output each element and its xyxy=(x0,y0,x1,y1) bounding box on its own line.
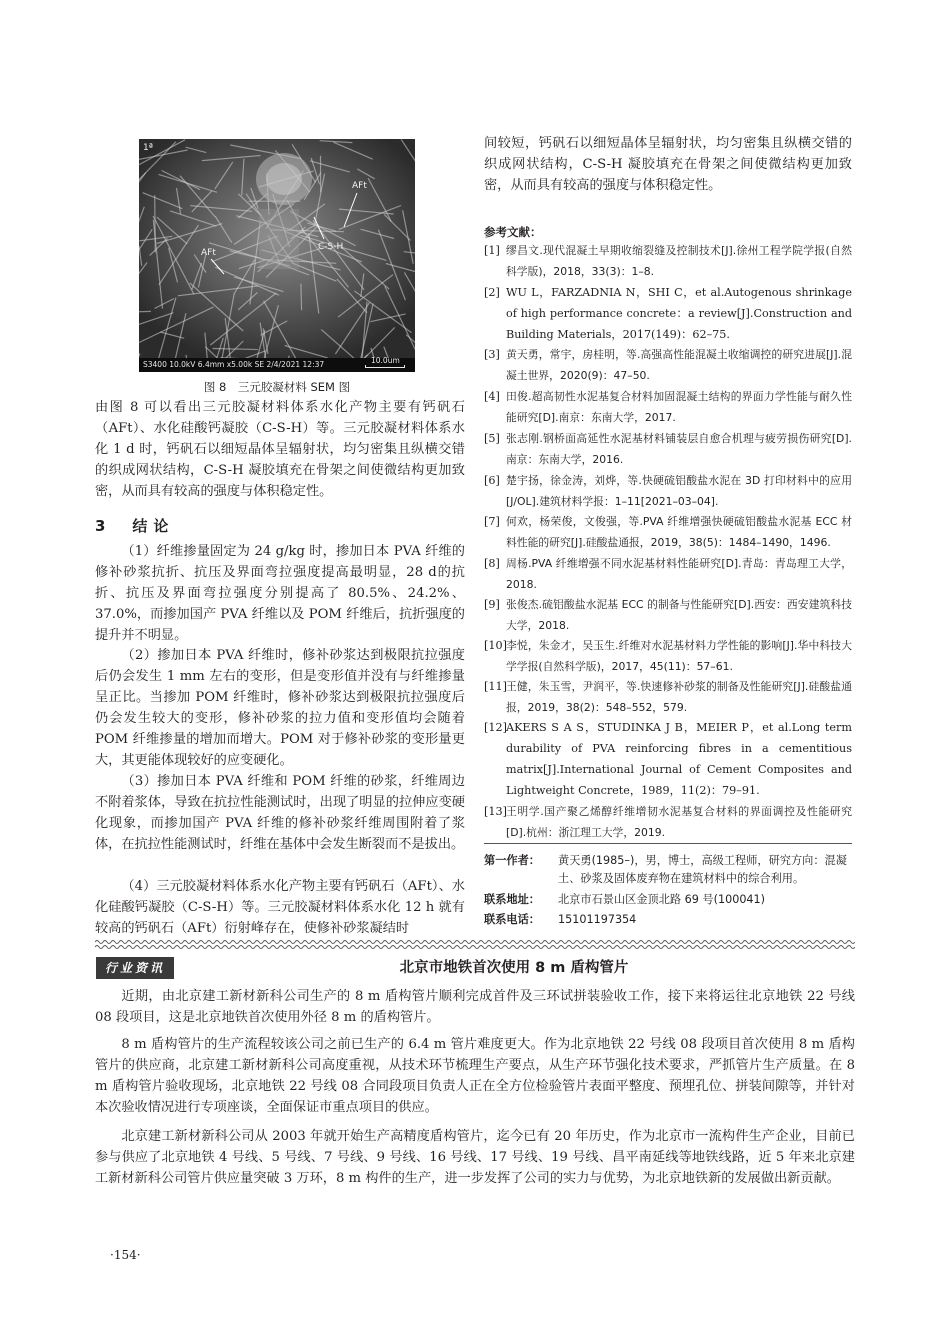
reference-item: [9] 张俊杰.硫铝酸盐水泥基 ECC 的制备与性能研究[D].西安：西安建筑科技大学，2018. xyxy=(484,598,852,632)
reference-item: [10] 李悦，朱金才，吴玉生.纤维对水泥基材料力学性能的影响[J].华中科技大学学报(自然科学版)，2017，45(11)：57–61. xyxy=(484,639,852,673)
figure-caption: 图 8 三元胶凝材料 SEM 图 xyxy=(203,380,351,394)
figure-discussion: 由图 8 可以看出三元胶凝材料体系水化产物主要有钙矾石（AFt）、水化硅酸钙凝胶（C-S-H）等。三元胶凝材料体系水化 1 d 时，钙矾石以细短晶体呈辐射状，均匀密集且纵横交错的织成网状结构，C-S-H 凝胶填充在骨架之间使微结构更加致密，从而具有较高的强度与体积稳定性。 xyxy=(95,400,465,499)
address-value: 北京市石景山区金顶北路 69 号(100041) xyxy=(558,893,766,906)
reference-item: [6] 楚宇扬，徐金涛，刘烨，等.快硬硫铝酸盐水泥在 3D 打印材料中的应用[J/OL].建筑材料学报：1–11[2021–03–04]. xyxy=(484,474,852,508)
news-paragraph-1: 近期，由北京建工新材新科公司生产的 8 m 盾构管片顺利完成首件及三环试拼装验收工作，接下来将运往北京地铁 22 号线 08 段项目，这是北京地铁首次使用外径 8 m 的盾构管片。 xyxy=(95,989,855,1025)
sem-info-bar xyxy=(139,358,415,372)
author-info xyxy=(484,852,852,888)
news-tag: 行业资讯 xyxy=(96,957,174,979)
reference-item: [7] 何欢，杨荣俊，文俊强，等.PVA 纤维增强快硬硫铝酸盐水泥基 ECC 材料性能的研究[J].硅酸盐通报，2019，38(5)：1484–1490，1496. xyxy=(484,515,852,549)
reference-item: [4] 田俊.超高韧性水泥基复合材料加固混凝土结构的界面力学性能与耐久性能研究[D].南京：东南大学，2017. xyxy=(484,390,852,424)
right-continuation: 间较短，钙矾石以细短晶体呈辐射状，均匀密集且纵横交错的织成网状结构，C-S-H 凝胶填充在骨架之间使微结构更加致密，从而具有较高的强度与体积稳定性。 xyxy=(484,136,852,193)
conclusion-4: （4）三元胶凝材料体系水化产物主要有钙矾石（AFt）、水化硅酸钙凝胶（C-S-H）等。三元胶凝材料体系水化 12 h 就有较高的钙矾石（AFt）衍射峰存在，使修补砂浆凝结时 xyxy=(95,879,465,936)
news-paragraph-2: 8 m 盾构管片的生产流程较该公司之前已生产的 6.4 m 管片难度更大。作为北京地铁 22 号线 08 段项目首次使用 8 m 盾构管片的供应商，北京建工新材新科公司高度重视，从技术环节梳理生产要点，从生产环节强化技术要求，严抓管片生产质量。在 8 m 盾构管片验收现场，北京地铁 22 号线 08 合同段项目负责人正在全方位检验管片表面平整度、预埋孔位、拼装间隙等，并针对本次验收情况进行专项座谈，全面保证市重点项目的供应。 xyxy=(95,1037,855,1115)
page-number: ·154· xyxy=(110,1248,141,1262)
reference-item: [3] 黄天勇，常宇，房桂明，等.高强高性能混凝土收缩调控的研究进展[J].混凝土世界，2020(9)：47–50. xyxy=(484,348,852,382)
scale-bar xyxy=(365,365,405,368)
author-rule xyxy=(484,843,852,844)
corner-label: 1ª xyxy=(143,143,153,153)
phone-info xyxy=(484,911,852,929)
reference-item: [13] 王明学.国产聚乙烯醇纤维增韧水泥基复合材料的界面调控及性能研究[D].杭州：浙江理工大学，2019. xyxy=(484,805,852,839)
address-key: 联系地址： xyxy=(484,893,540,906)
author-key: 第一作者： xyxy=(484,854,540,867)
conclusion-3: （3）掺加日本 PVA 纤维和 POM 纤维的砂浆，纤维周边不附着浆体，导致在抗拉性能测试时，出现了明显的拉伸应变硬化现象，而掺加国产 PVA 纤维的修补砂浆纤维周围附着了浆体，在抗拉性能测试时，纤维在基体中会发生断裂而不是拔出。 xyxy=(95,774,465,852)
reference-item: [1] 缪昌文.现代混凝土早期收缩裂缝及控制技术[J].徐州工程学院学报(自然科学版)，2018，33(3)：1–8. xyxy=(484,244,852,278)
references-title: 参考文献： xyxy=(484,225,542,239)
aft-label-left: AFt xyxy=(201,248,216,258)
conclusion-1: （1）纤维掺量固定为 24 g/kg 时，掺加日本 PVA 纤维的修补砂浆抗折、抗压及界面弯拉强度提高最明显，28 d的抗折、抗压及界面弯拉强度分别提高了 80.5%、24.2%、37.0%，而掺加国产 PVA 纤维以及 POM 纤维后，抗折强度的提升并不明显。 xyxy=(95,544,465,643)
news-paragraph-3: 北京建工新材新科公司从 2003 年就开始生产高精度盾构管片，迄今已有 20 年历史，作为北京市一流构件生产企业，目前已参与供应了北京地铁 4 号线、5 号线、7 号线、9 号线、16 号线、17 号线、19 号线、昌平南延线等地铁线路，近 5 年来北京建工新材新科公司管片供应量突破 3 万环，8 m 构件的生产，进一步发挥了公司的实力与优势，为北京地铁新的发展做出新贡献。 xyxy=(95,1129,855,1186)
address-info xyxy=(484,891,852,909)
sem-scale-text: 10.0um xyxy=(371,356,400,365)
section-heading: 3 结论 xyxy=(95,517,175,535)
news-title: 北京市地铁首次使用 8 m 盾构管片 xyxy=(399,960,629,976)
reference-item: [2] WU L，FARZADNIA N，SHI C，et al.Autogenous shrinkage of high performance concrete：a review[J].Construction and Building Materials，2017(149)：62–75. xyxy=(484,286,852,341)
phone-value: 15101197354 xyxy=(558,913,637,926)
reference-item: [11] 王健，朱玉雪，尹润平，等.快速修补砂浆的制备及性能研究[J].硅酸盐通报，2019，38(2)：548–552，579. xyxy=(484,680,852,714)
phone-key: 联系电话： xyxy=(484,913,540,926)
wavy-divider xyxy=(95,937,855,951)
author-value: 黄天勇(1985–)，男，博士，高级工程师，研究方向：混凝土、砂浆及固体废弃物在建筑材料中的综合利用。 xyxy=(558,854,847,885)
aft-label-right: AFt xyxy=(352,181,367,191)
reference-item: [5] 张志刚.钢桥面高延性水泥基材料铺装层自愈合机理与疲劳损伤研究[D].南京：东南大学，2016. xyxy=(484,432,852,466)
reference-item: [8] 周杨.PVA 纤维增强不同水泥基材料性能研究[D].青岛：青岛理工大学，2018. xyxy=(484,557,852,591)
sem-info-text: S3400 10.0kV 6.4mm x5.00k SE 2/4/2021 12:37 xyxy=(143,360,325,369)
conclusion-2: （2）掺加日本 PVA 纤维时，修补砂浆达到极限抗拉强度后仍会发生 1 mm 左右的变形，但是变形值并没有与纤维掺量呈正比。当掺加 POM 纤维时，修补砂浆达到极限抗拉强度后仍会发生较大的变形，修补砂浆的拉力值和变形值均会随着 POM 纤维掺量的增加而增大。POM 对于修补砂浆的变形量更大，其更能体现较好的应变硬化。 xyxy=(95,648,465,768)
reference-item: [12] AKERS S A S，STUDINKA J B，MEIER P，et al.Long term durability of PVA reinforcing fibres in a cementitious matrix[J].International Journal of Cement Composites and Lightweight Concrete，1989，11(2)：79–91. xyxy=(484,721,852,797)
csh-label: C-S-H xyxy=(318,242,344,252)
sem-image xyxy=(139,139,415,372)
label-pointers xyxy=(139,139,415,358)
